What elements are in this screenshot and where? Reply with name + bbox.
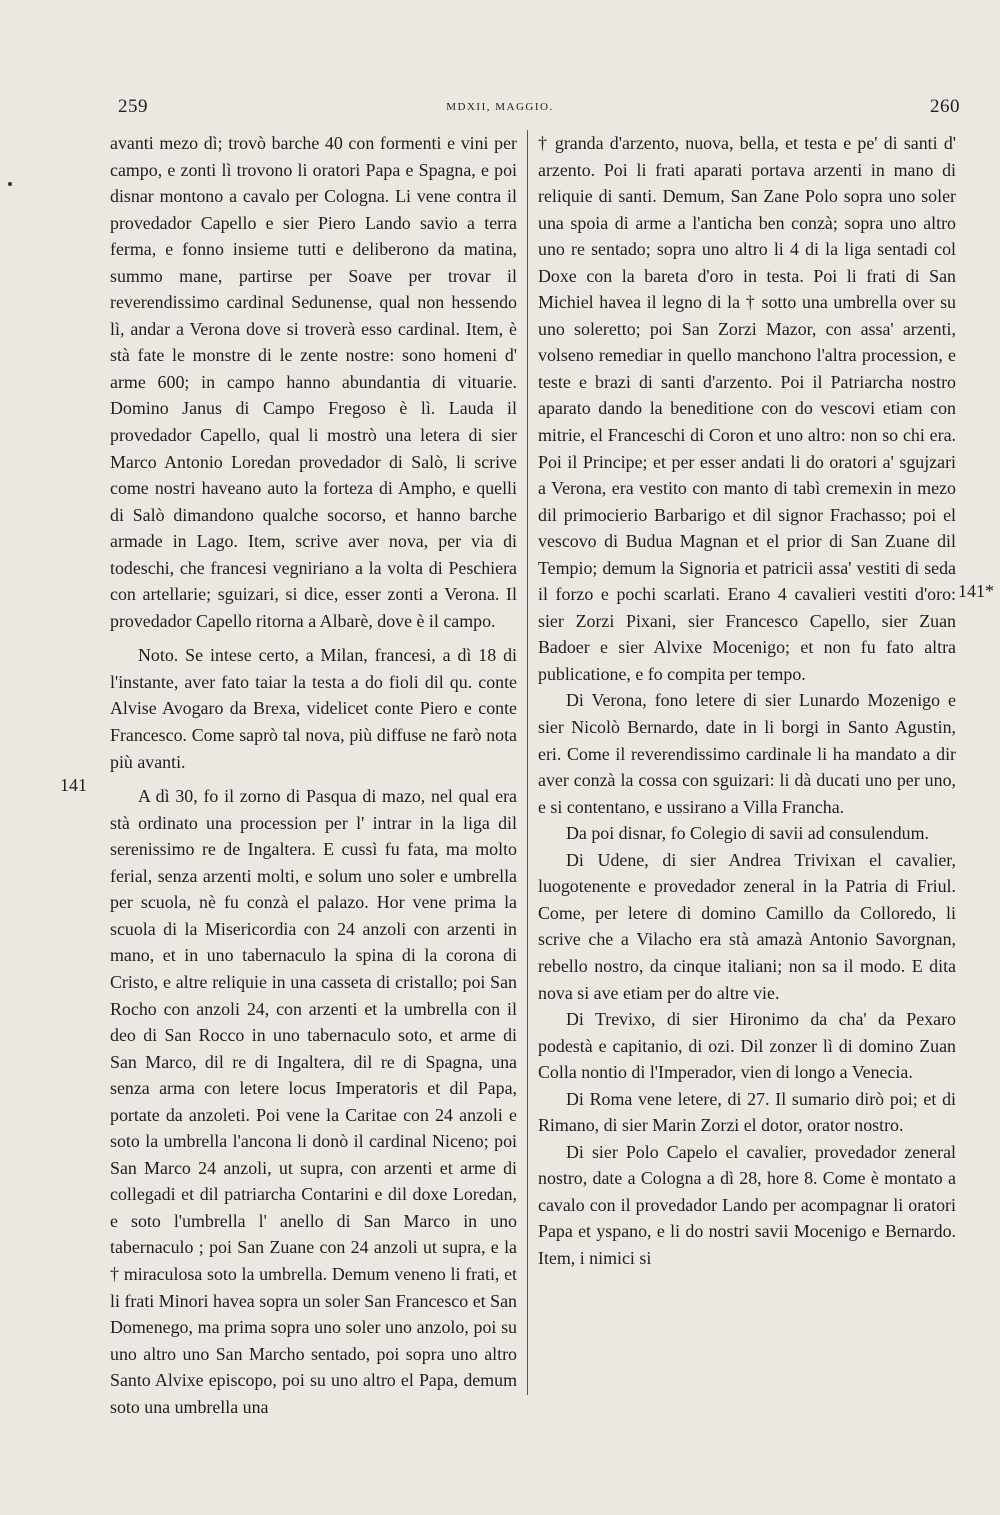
page-number-left: 259 xyxy=(118,96,148,117)
paragraph: Noto. Se intese certo, a Milan, francesi, a dì 18 di l'instante, aver fato taiar la testa a do fioli dil qu. conte Alvise Avogaro da Brexa, videlicet conte Piero e conte Francesco. Come saprò tal nova, più diffuse ne farò nota più avanti. xyxy=(110,645,517,772)
margin-speck xyxy=(8,182,12,186)
left-column xyxy=(110,130,517,1420)
column-divider xyxy=(527,130,528,1395)
paragraph: A dì 30, fo il zorno di Pasqua di mazo, nel qual era stà ordinato una procession per l' intrar in la liga dil serenissimo re de Ingaltera. E cussì fu fata, ma molto ferial, senza arzenti molti, e solum uno soler e umbrella per scuola, nè fu conzà el palazo. Hor vene prima la scuola di la Misericordia con 24 anzoli con arzenti in mano, et in uno tabernaculo la spina di la corona di Cristo, e altre reliquie in una casseta di cristallo; poi San Rocho con anzoli 24, con arzenti et la umbrella con il deo di San Rocco in uno tabernaculo soto, et arme di San Marco, dil re di Ingaltera, dil re di Spagna, una senza arma con letere locus Imperatoris et dil Papa, portate da anzoleti. Poi vene la Caritae con 24 anzoli e soto la umbrella l'ancona li donò il cardinal Niceno; poi San Marco 24 anzoli, ut supra, con arzenti et arme di collegadi et dil patriarcha Contarini e dil doxe Loredan, e soto l'umbrella l' anello di San Marco in uno tabernaculo ; poi San Zuane con 24 anzoli ut supra, e la † miraculosa soto la umbrella. Demum veneno li frati, et li frati Minori havea sopra un soler San Francesco et San Domenego, ma prima sopra uno soler uno anzolo, poi su uno altro uno San Marcho sentado, poi sopra uno altro Santo Alvixe episcopo, poi su uno altro el Papa, demum soto una umbrella una xyxy=(110,786,517,1417)
right-column xyxy=(538,130,956,1272)
page-number-right: 260 xyxy=(930,96,960,117)
paragraph: † granda d'arzento, nuova, bella, et testa e pe' di santi d' arzento. Poi li frati aparati portava arzenti in mano di reliquie di santi. Demum, San Zane Polo sopra uno soler una spoia di arme a l'anticha ben conzà; sopra uno altro uno re sentado; sopra uno altro li 4 di la liga sentadi col Doxe con la bareta d'oro in testa. Poi li frati di San Michiel havea il legno di la † sotto una umbrella over su uno soleretto; poi San Zorzi Mazor, con assa' arzenti, volseno remediar in quello manchono l'altra procession, e teste e brazi di santi d'arzento. Poi il Patriarcha nostro aparato dando la beneditione con do vescovi etiam con mitrie, el Franceschi di Coron et uno altro: non so chi era. Poi il Principe; et per esser andati li do oratori a' sgujzari a Verona, era vestito con manto di tabì cremexin in mezo dil primocierio Barbarigo et dil signor Frachasso; poi el vescovo di Budua Magnan et el prior di San Zuane dil Tempio; demum la Signoria et patricii assa' vestiti di seda il forzo e pochi scarlati. Erano 4 cavalieri vestiti d'oro: sier Zorzi Pixani, sier Francesco Capello, sier Zuan Badoer e sier Alvixe Mocenigo; et non fu fato altra publicatione, e fo compita per tempo. xyxy=(538,133,956,684)
paragraph: avanti mezo dì; trovò barche 40 con formenti e vini per campo, e zonti lì trovono li oratori Papa e Spagna, e poi disnar montono a cavalo per Cologna. Li vene contra il provedador Capello e sier Piero Lando savio a terra ferma, e fonno insieme tutti e deliberono da matina, summo mane, partirse per Soave per trovar il reverendissimo cardinal Sedunense, qual non hessendo lì, andar a Verona dove si troverà esso cardinal. Item, è stà fate le monstre di le zente nostre: sono homeni d' arme 600; in campo hanno abundantia di vituarie. Domino Janus di Campo Fregoso è lì. Lauda il provedador Capello, qual li mostrò una letera di sier Marco Antonio Loredan provedador di Salò, li scrive come nostri haveano auto la forteza di Ampho, e quelli di Salò dimandono qualche socorso, et hanno barche armade in Lago. Item, scrive aver nova, per via di todeschi, che francesi vegniriano a la volta di Peschiera con artellarie; sguizari, si dice, esser zonti a Verona. Il provedador Capello ritorna a Albarè, dove è il campo. xyxy=(110,133,517,631)
paragraph: Di Udene, di sier Andrea Trivixan el cavalier, luogotenente e provedador zeneral in la Patria di Friul. Come, per letere di domino Camillo da Colloredo, li scrive che a Vilacho era stà amazà Antonio Savorgnan, rebello nostro, da cinque italiani; non sa il modo. E dita nova si ave etiam per do altre vie. xyxy=(538,849,956,1003)
paragraph: Di Verona, fono letere di sier Lunardo Mozenigo e sier Nicolò Bernardo, date in li borgi in Santo Agustin, eri. Come il reverendissimo cardinale li ha mandato a dir aver conzà la cossa con sguizari: li dà ducati uno per uno, e si contentano, e ussirano a Villa Francha. xyxy=(538,690,956,817)
paragraph: Di sier Polo Capelo el cavalier, provedador zeneral nostro, date a Cologna a dì 28, hore 8. Come è montato a cavalo con il provedador Lando per acompagnar li oratori Papa et yspano, e li do nostri savii Mocenigo e Bernardo. Item, i nimici si xyxy=(538,1141,956,1268)
paragraph: Di Roma vene letere, di 27. Il sumario dirò poi; et di Rimano, di sier Marin Zorzi el dotor, orator nostro. xyxy=(538,1088,956,1136)
running-header: MDXII, MAGGIO. xyxy=(446,101,554,113)
margin-number-right: 141* xyxy=(958,581,994,601)
paragraph: Di Trevixo, di sier Hironimo da cha' da Pexaro podestà e capitanio, di ozi. Dil zonzer lì di domino Zuan Colla nontio di l'Imperador, vien di longo a Venecia. xyxy=(538,1009,956,1083)
margin-number-left: 141 xyxy=(60,775,87,795)
paragraph: Da poi disnar, fo Colegio di savii ad consulendum. xyxy=(566,823,930,844)
